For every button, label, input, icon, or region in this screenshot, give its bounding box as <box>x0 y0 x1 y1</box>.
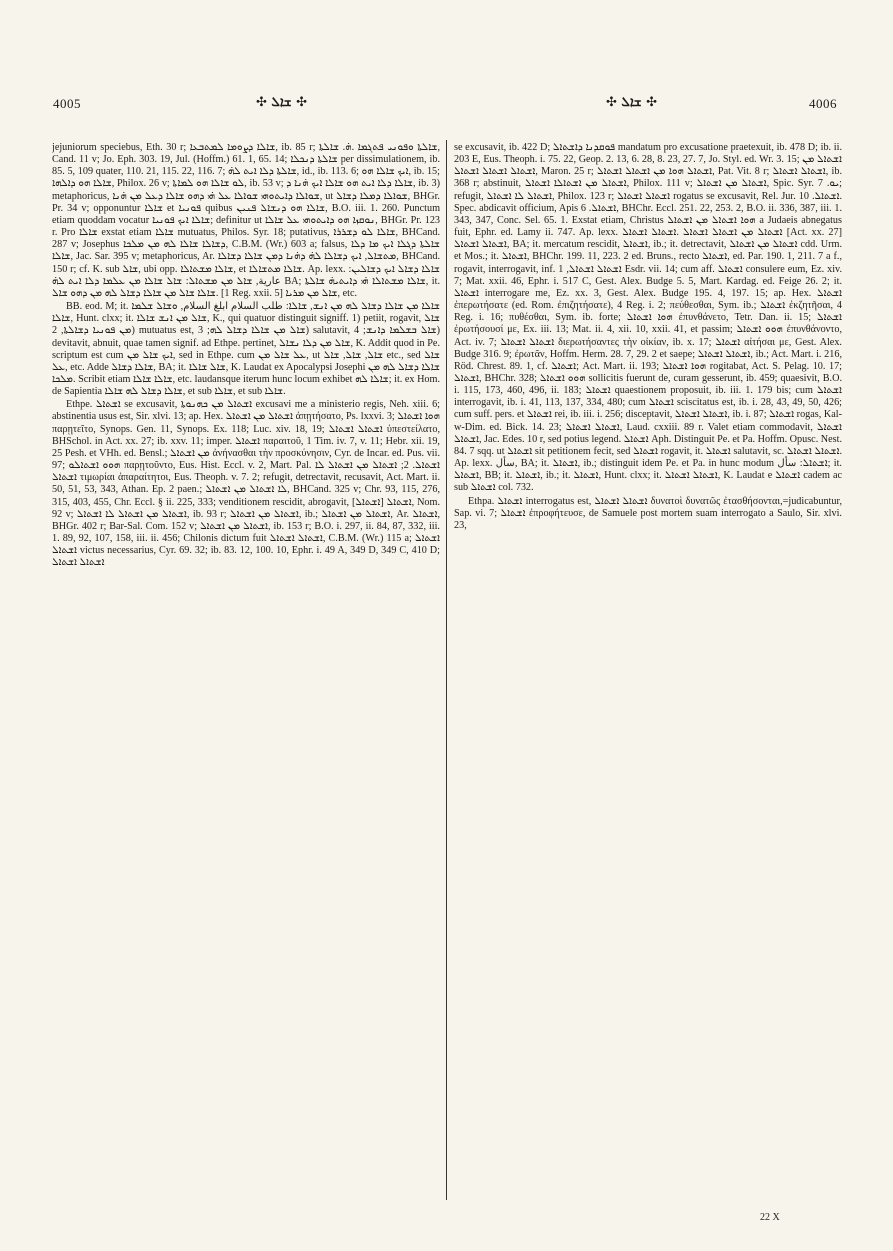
left-paragraph-2: BB. eod. M; it. ܫܐܠܐ ܡܢ ܫܐܠܐ ܕܫܐܠ ܠܗ ܡܢ ܐܢܫ, ܫܐܠܐ: طلب السلام ابلغ السلام, ܘܫܐܠ ܫܠܡܐ ܫܐܠܐ, Hunt. clxx; it. ܫܐܠ ܡܢ ܐܢܫ ܫܐܠܐ, K., qui quatuor distinguit signiff. 1) petiit, rogavit, ܫܐܠ ܡܢ ܦܘܢܝܐ ܕܫܐܠܬܐ, 2) mutuatus est, ܫܐܠ ܡܢ ܫܐܠܐ ܕܫܐܠ ܠܗ; 3) salutavit, ܫܐܠ ܒܫܠܡܐ ܕܐܢܫ; 4) devitavit, abnuit, quae tamen signif. ad Ethpe. pertinet, ܫܐܠ ܡܢ ܕܠܐ ܢܫܐܠ, K. Addit quod in Pe. scriptum est cum ܐܝܟ ܫܐܠ ܡܢ, sed in Ethpe. cum ܥܠ ܫܐܠ ܡܢ, ut ܫܐܠ, ܫܐܠ, ܫܐܠ etc., sed ܫܐܠ ܥܠ, etc. Adde ܫܐܠܐ ܕܫܐܠ, BA; it. ܫܐܠ ܫܐܠܐ, K. Laudat ex Apocalypsi Josephi ܫܐܠܐ ܕܫܐܠ ܠܗ ܡܢ ܡܠܟܐ. Scribit etiam ܫܐܠܐ ܫܐܠܐ, etc. laudansque iterum hunc locum exhibet ܫܐܠܐ ܠܗ; it. ex Hom. de Sapientia ܫܐܠܐ ܕܫܐܠ ܠܗ ܫܐܠܐ, et sub ܫܐܠܐ, et sub ܫܐܠܐ. <box>52 301 440 398</box>
signature-mark: 22 X <box>760 1212 780 1223</box>
page-number-right: 4006 <box>809 96 837 111</box>
running-head-right: ✣ ܫܐܠ ✣ <box>606 95 657 110</box>
right-column <box>454 142 842 1202</box>
left-paragraph-3: Ethpe. ܐܫܬܐܠ se excusavit, ܐܫܬܐܠ ܡܢ ܟܗܢܘܬܐ excusavi me a ministerio regis, Neh. xiii. 6; abstinentia usus est, Sir. xlvi. 13; ap. Hex. ܐܫܬܐܠ ܡܢ ܐܫܬܐܠ ἀπῃτήσατο, Ps. lxxvi. 3; ܗܘܐ ܐܫܬܐܠ παρῃτεῖτο, Synops. Gen. 11, Synops. Ex. 118; Luc. xiv. 18, 19; ܐܫܬܐܠ ܐܫܬܐܠ ὑπεστείλατο, BHSchol. in Act. xx. 27; ib. xxv. 11; imper. ܐܫܬܐܠ παραιτοῦ, 1 Tim. iv. 7, v. 11; Hebr. xii. 19, 25 Pesh. et VHh. ed. Bensl.; ܡܢ ܐܫܬܐܠ ἀνήνασθαι τὴν προσκύνησιν, Cyr. de Incar. ed. Pus. vii. 97; ܗܘܘ ܐܫܬܐܠܘ παρῃτοῦντο, Eus. Hist. Eccl. v. 2, Mart. Pal. ܐܫܬܐܠ. 2; ܐܫܬܐܠ ܡܢ ܐܫܬܐܠ ܠܐ ܐܫܬܐܠ τιμωρίαι ἀπαραίτητοι, Eus. Theoph. v. 7. 2; refugit, detrectavit, recusavit, Act. Mart. ii. 50, 51, 53, 343, Athan. Ep. 2 paen.; ܠܐ ܐܫܬܐܠ ܡܢ ܐܫܬܐܠ, BHCand. 325 v; Chr. 93, 115, 276, 315, 403, 455, Chr. Eccl. § ii. 225, 333; venditionem rescidit, abrogavit, ܐܫܬܐܠ [ܐܫܬܐܠ], Nom. 92 v; ܐܫܬܐܠ ܡܢ ܐܫܬܐܠ ܠܐ ܐܫܬܐܠ, ib. 93 r; ܐܫܬܐܠ ܡܢ ܐܫܬܐܠ, ib.; ܐܫܬܐܠ ܡܢ ܐܫܬܐܠ, Ar. ܐܫܬܐܠ, BHGr. 402 r; Bar-Sal. Com. 152 v; ܐܫܬܐܠ ܡܢ ܐܫܬܐܠ, ib. 153 r; B.O. i. 297, ii. 84, 87, 332, iii. 1. 89, 92, 107, 158, iii. ii. 456; Chilonis dictum fuit ܐܫܬܐܠ ܐܫܬܐܠ, C.B.M. (Wr.) 115 a; ܐܫܬܐܠ ܐܫܬܐܠ victus necessarius, Cyr. 69. 32; ib. 83. 12, 100. 10, Ephr. i. 49 A, 349 D, 349 C, 410 D; ܐܫܬܐܠ ܐܫܬܐܠ <box>52 399 440 569</box>
right-paragraph-2: Ethpa. ܐܫܬܐܠ interrogatus est, ܐܫܬܐܠ ܐܫܬܐܠ δυνατοὶ δυνατῶς ἐτασθήσονται,=judicabuntur, Sap. vi. 7; ܐܫܬܐܠ ἐπροφήτευσε, de Samuele post mortem suam interrogato a Saulo, Sir. xlvi. 23, <box>454 495 842 531</box>
left-column <box>52 142 440 1202</box>
right-paragraph-1: se excusavit, ib. 422 D; ܦܘܩܕܢܐ ܕܐܫܬܐܠ mandatum pro excusatione praetexuit, ib. 478 D; ib. ii. 203 E, Eus. Theoph. i. 75. 22, Geop. 2. 13, 6. 28, 8. 23, 27. 7, Jo. Styl. ed. Wr. 3. 15; ܐܫܬܐܠ ܡܢ ܐܫܬܐܠ ܐܫܬܐܠ ܐܫܬܐܠ, Maron. 25 r; ܐܫܬܐܠ ܗܘܐ ܡܢ ܐܫܬܐܠ ܐܫܬܐܠ, Pat. Vit. 8 r; ܐܫܬܐܠ ܐܫܬܐܠ, ib. 368 r; abstinuit, ܐܫܬܐܠ ܡܢ ܐܫܬܐܠܐ ܐܫܬܐܠ, Philox. 111 v; ܐܫܬܐܠ ܡܢ ܐܫܬܐܠ, Spic. Syr. ܝܘ. 7; refugit, ܐܫܬܐܠ ܠܐ ܐܫܬܐܠ, Philox. 123 r; ܐܫܬܐܠ ܐܫܬܐܠ rogatus se excusavit, Rel. Jur. ܐܫܬܐܠ. 10. Spec. abdicavit officium, Apis ܐܫܬܐܠ. 6, BHChr. Eccl. 251. 22, 253. 2, B.O. ii. 336, 387, iii. 1. 343, 347, Conc. Sel. 65. 1. Exstat etiam, Christus ܗܘܐ ܐܫܬܐܠ ܡܢ ܐܫܬܐܠ a Judaeis abnegatus fuit, Ephr. ed. Lamy ii. 747. Ap. lexx. ܐܫܬܐܠ ܡܢ ܐܫܬܐܠ ܐܫܬܐܠ .ܐܫܬܐܠ ܐܫܬܐܠ [Act. xx. 27] ܐܫܬܐܠ ܐܫܬܐܠ, BA; it. mercatum rescidit, ܐܫܬܐܠ, ib.; it. detrectavit, ܐܫܬܐܠ ܡܢ ܐܫܬܐܠ cdd. Urm. et Mos.; it. ܐܫܬܐܠ, BHChr. 199. 11, 223. 2 ed. Bruns., recto ܐܫܬܐܠ, ed. Par. 190. 1, 211. 7 a f., rogavit, interrogavit, inf. ܐܫܬܐܠ ܐܫܬܐܠ, 1 Esdr. vii. 14; cum aff. ܐܫܬܐܠ consulere eum, Ez. xiv. 7; Mat. xxii. 46, Ephr. i. 517 C, Gest. Alex. Budge 5. 5, Mart. Kardag. ed. Feige 26. 2; it. ܐܫܬܐܠ interrogare me, Ez. xx. 3, Gest. Alex. Budge 195. 4, 197. 15; ap. Hex. ܐܫܬܐܠ ἐπερωτήσατε (ed. Rom. ἐπιζητήσατε), 4 Reg. i. 2; πεύθεσθαι, Sym. ib.; ܐܫܬܐܠ ἐκζητῆσαι, 4 Reg. i. 16; πυθέσθαι, Sym. ib. forte; ܗܘܐ ܐܫܬܐܠ ἐπυνθάνετο, Tetr. Dan. ii. 15; ܐܫܬܐܠ ἐρωτήσουσί με, Ex. iii. 13; Mat. ii. 4, xii. 10, xxii. 41, et passim; ܗܘܘ ܐܫܬܐܠ ἐπυνθάνοντο, Act. iv. 7; ܐܫܬܐܠ ܐܫܬܐܠ διερωτήσαντες τὴν οἰκίαν, ib. x. 17; ܐܫܬܐܠ αἰτήσαι με, Gest. Alex. Budge 316. 9; ἐρωτᾶν, Hoffm. Herm. 28. 7, 29. 2 et saepe; ܐܫܬܐܠ ܐܫܬܐܠ, ib.; Act. Mart. i. 216, Röd. Chrest. 89. 1, cf. ܐܫܬܐܠ; Act. Mart. ii. 193; ܗܘܐ ܐܫܬܐܠ rogitabat, Act. S. Pelag. 10. 17; ܐܫܬܐܠ, BHChr. 328; ܗܘܘ ܐܫܬܐܠ sollicitis fuerunt de, curam gesserunt, ib. 459; quaesivit, B.O. i. 115, 173, 460, 496, ii. 183; ܐܫܬܐܠ quaestionem proposuit, ib. iii. 1. 179 bis; cum ܐܫܬܐܠ interrogavit, ib. i. 41, 113, 137, 334, 480; cum ܐܫܬܐܠ sciscitatus est, ib. i. 28, 43, 49, 50, 426; cum suff. pers. et ܐܫܬܐܠ rei, ib. iii. i. 256; disceptavit, ܐܫܬܐܠ ܐܫܬܐܠ, ib. i. 87; ܐܫܬܐܠ rogas, Kal-w-Dim. ed. Bick. 14. 23; ܐܫܬܐܠ ܐܫܬܐܠ, Laud. cxxiii. 89 r. Valet etiam commodavit, ܐܫܬܐܠ ܐܫܬܐܠ, Jac. Edes. 10 r, sed potius legend. ܐܫܬܐܠ Aph. Distinguit Pe. et Pa. Hoffm. Opusc. Nest. 84. 7 sqq. ut ܐܫܬܐܠ sit petitionem fecit, sed ܐܫܬܐܠ rogavit, it. ܐܫܬܐܠ salutavit, sc. ܐܫܬܐܠ ܐܫܬܐܠ. Ap. lexx. سأل, BA; it. ܐܫܬܐܠ, ib.; distinguit idem Pe. et Pa. in hunc modum ܐܫܬܐܠ: سأل; it. ܐܫܬܐܠ, BB; it. ܐܫܬܐܠ, ib.; it. ܐܫܬܐܠ, Hunt. clxx; it. ܐܫܬܐܠ ܐܫܬܐܠ, K. Laudat e ܐܫܬܐܠ cadem ac sub ܐܫܬܐܠ col. 732. <box>454 142 842 494</box>
column-divider <box>446 140 447 1200</box>
running-head-left: ✣ ܫܐܠ ✣ <box>256 95 307 110</box>
page-number-left: 4005 <box>53 96 81 111</box>
left-paragraph-1: jejuniorum speciebus, Eth. 30 r; ܫܐܠܐ ܕܨܘܡܐ ܠܡܬܒܥܐ, ib. 85 r; ܫܐܠܬܐ ܘܦܘܢܝ ܦܬܓܡܐ .ܗ̇. ܫܐܠܬܐ, Cand. 11 v; Jo. Eph. 303. 19, Jul. (Hoffm.) 61. 1, 65. 14; ܫܐܠܬܐ ܕܢܟܠܐ per dissimulationem, ib. 85. 5, 109 quater, 110. 21, 115. 22, 116. 7; ܫܐܠܬܐ ܕܠܐ ܐܝܬ ܠܗ̇, id., ib. 113. 6; ܐܝܟ ܫܐܠܐ ܗܘ, ib. 15; ܫܐܠܐ ܗܘ ܕܐܠܗܐ, Philox. 26 v; ܠܘ ܫܐܠܐ ܗܘ ܠܡܐܬܐ, ib. 53 v; ܫܐܠܐ ܕܠܐ ܐܝܬ ܗܘ ܫܐܠܐ ܐܝܟ ܗ̇ܢܐ ܕ, ib. 3) metaphoricus, ܫܘܐܠܐ ܕܐܝܬܘܗܝ ܫܘܐܠܐ ܥܠ ܗ̇ܝ ܕܗܘ ܫܐܠܐ ܕܥܠ ܡܢ ܗ̇ܢܐ, ut ܫܘܐܠܐ ܕܡܠܐ ܕܫܐܠ, BHGr. Pr. 34 v; opponuntur ܫܐܠܐ et ܦܘܢܝܐ quibus ܫܐܠܐ ܗܘ ܕܢܫܐܠ ܦܢܝܢ, B.O. iii. 1. 260. Punctum etiam quoddam vocatur ܫܐܠܐ ܐܝܟ ܦܘܢܝܐ; definitur ut ܢܘܩܙܐ ܗܘ ܕܐܝܬܘܗܝ ܥܠ ܫܐܠܐ, BHGr. Pr. 123 r. Pro ܫܐܠܐ exstat etiam ܫܐܠܐ mutuatus, Philos. Syr. 18; putativus, ܫܐܠܐ ܠܘ ܕܫܪܪܐ, BHCand. 287 v; Josephus ܕܫܐܠܐ ܫܐܠܐ ܠܗ ܡܢ ܡܠܟܐ, C.B.M. (Wr.) 603 a; falsus, ܫܐܠܬܐ ܕܓܠܐ ܐܝܟ ܡܐ ܕܠܐ ܫܐܠܐ, Jac. Sar. 395 v; metaphoricus, Ar. ܡܬܫܐܠ, ܐܝܟ ܕܫܐܠܐ ܠܗ̇ ܕܗ̇ܢܐ ܕܡܢ ܫܐܠܐ ܕܫܐܠܐ, BHCand. 150 r; cf. K. sub ܫܐܠ, ubi opp. ܫܐܠܐ ܡܫܬܐܠܐ, et ܫܐܠܐ ܡܬܫܐܠܐ. Ap. lexx. ܫܐܠܐ ܕܫܐܠ ܐܝܟ ܕܫܐܠܝܢ: عارية, ܫܐܠ ܡܢ ܡܫܬܐܠ: ܫܐܠ ܫܐܠܐ ܡܢ ܥܠܡܐ ܕܠܐ ܐܝܬ ܠܗ̇ BA; ܫܐܠܐ ܡܫܬܐܠܐ ܗ̇ܝ ܕܐܝܬܝܗ̇ ܫܐܠܬܐ, it. ܫܐܠܐ ܫܐܠ ܡܢ ܫܐܠܐ ܕܫܐܠ ܠܗ ܡܢ ܕܗܘ ܫܐܠ. [1 Reg. xxii. 5] ܫܐܠ ܡܢ ܡܪܝܐ, etc. <box>52 142 440 299</box>
